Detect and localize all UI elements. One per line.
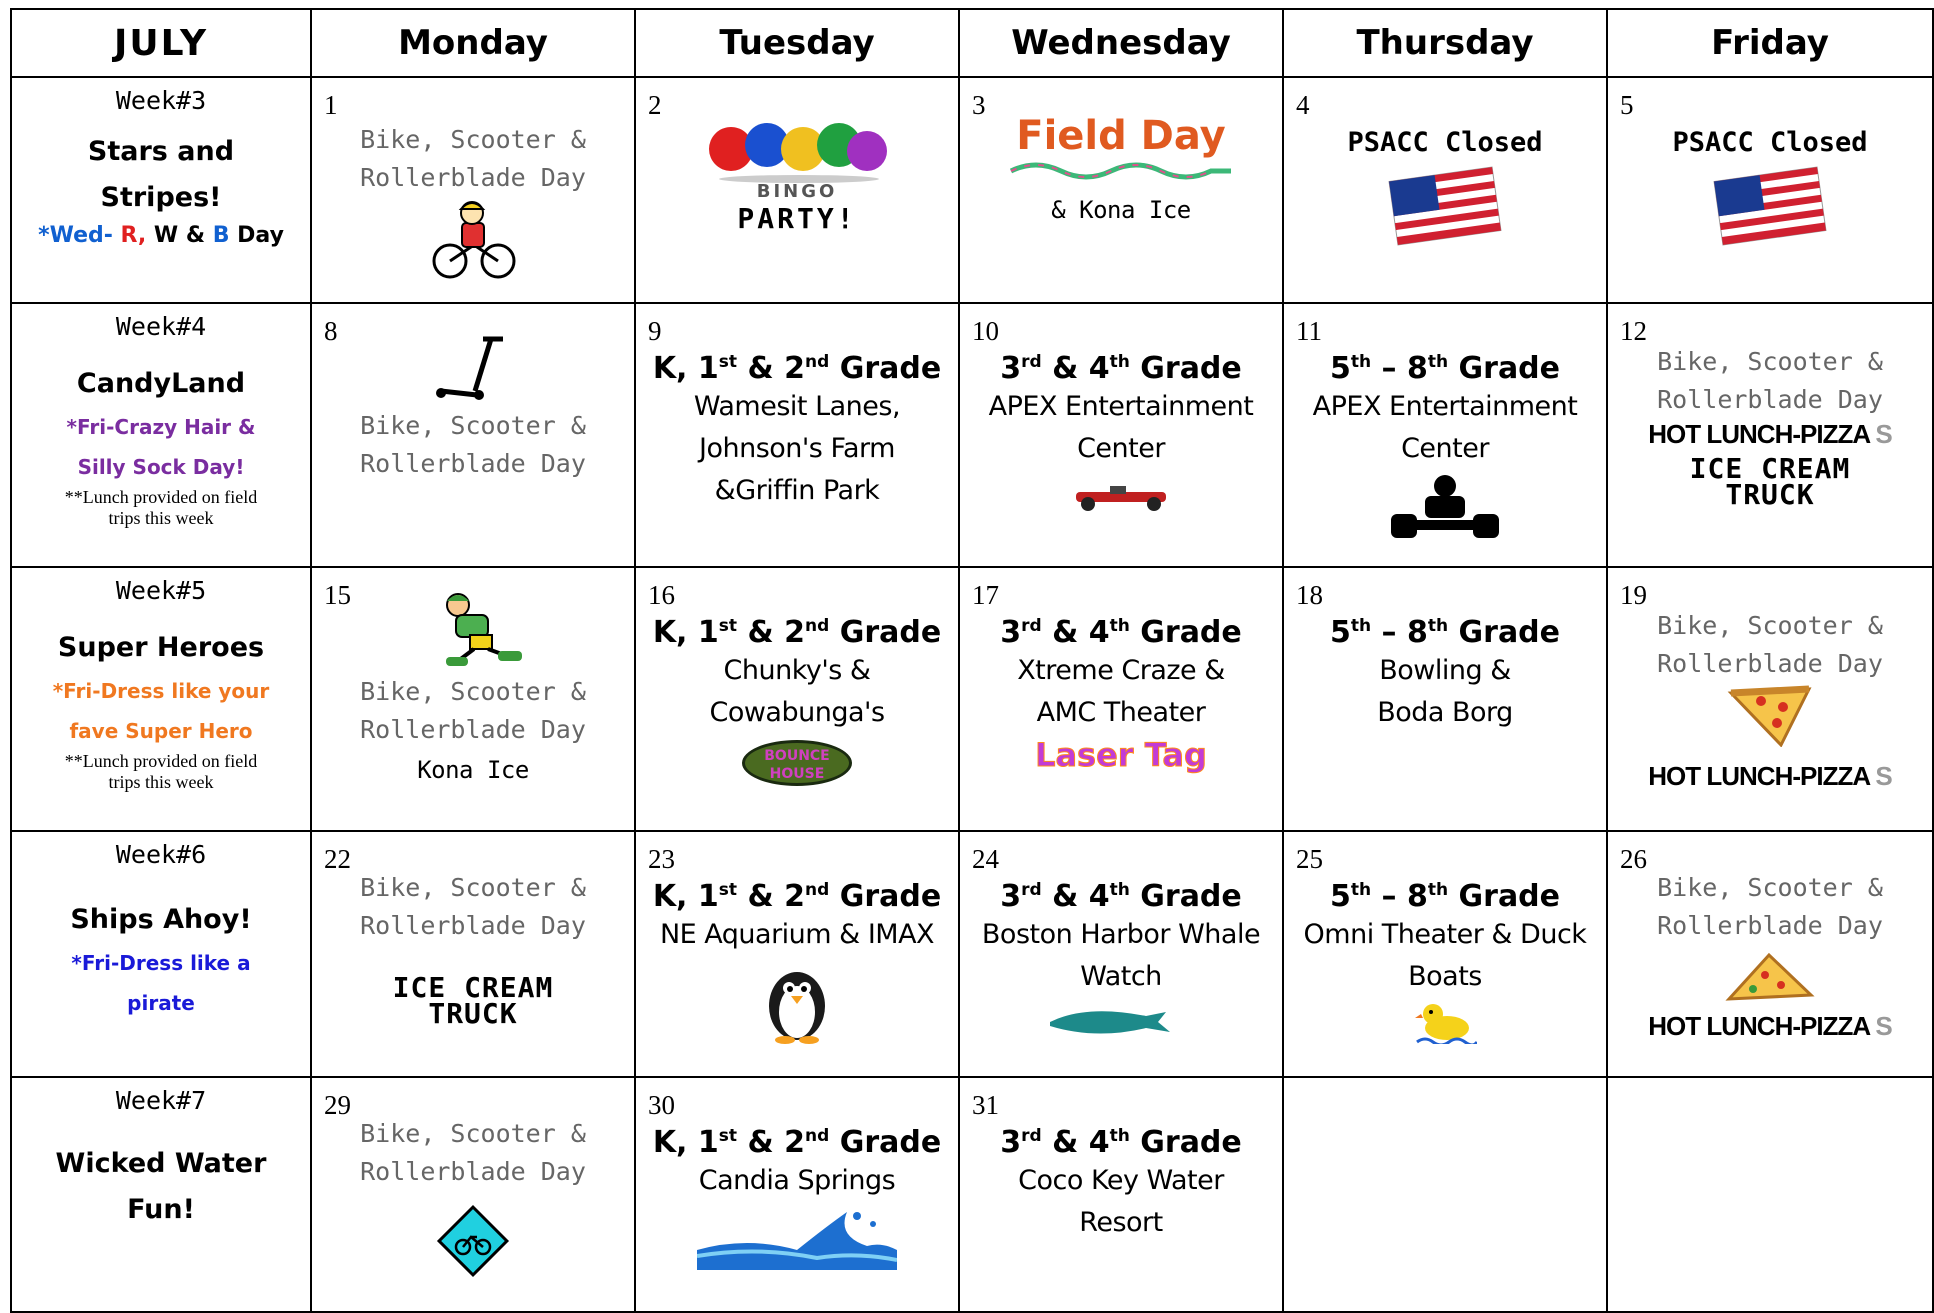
event-text: Bike, Scooter & Rollerblade Day: [360, 1119, 586, 1186]
ice-cream-truck-label: ICE CREAM TRUCK: [1689, 452, 1851, 511]
day-number: 30: [648, 1090, 675, 1120]
closed-label: PSACC Closed: [1672, 127, 1868, 158]
week-note: *Fri-Dress like a pirate: [71, 951, 251, 1015]
day-number: 24: [972, 844, 999, 874]
day-number: 16: [648, 580, 675, 610]
day-number: 15: [324, 580, 351, 610]
event-text: Kona Ice: [417, 756, 529, 784]
week-theme: Wicked Water Fun!: [55, 1148, 267, 1225]
day-number: 8: [324, 316, 338, 346]
trip-location: Boston Harbor Whale Watch: [981, 919, 1261, 992]
bike-kid-icon: [428, 197, 518, 281]
day-number: 19: [1620, 580, 1647, 610]
week-theme: Ships Ahoy!: [70, 904, 252, 935]
closed-label: PSACC Closed: [1347, 127, 1543, 158]
day-number: 23: [648, 844, 675, 874]
hot-lunch-label: HOT LUNCH-PIZZA S: [1648, 761, 1892, 791]
whale-icon: [1046, 1002, 1196, 1042]
trip-location: Omni Theater & Duck Boats: [1303, 919, 1587, 992]
wavy-rope-icon: [1006, 159, 1236, 183]
week-theme: Super Heroes: [57, 632, 265, 663]
day-cell: [635, 77, 959, 303]
week-cell: [11, 303, 311, 567]
bingo-word: BINGO: [756, 181, 838, 202]
week-cell: [11, 77, 311, 303]
day-cell: [959, 77, 1283, 303]
trip-location: Coco Key Water Resort: [1018, 1165, 1224, 1238]
week-cell: [11, 831, 311, 1077]
grade-label: K, 1st & 2nd Grade: [652, 351, 942, 386]
grade-label: 3rd & 4th Grade: [1000, 351, 1242, 386]
flag-icon: [1385, 164, 1505, 248]
day-number: 4: [1296, 90, 1310, 120]
flag-icon: [1710, 164, 1830, 248]
day-cell: [959, 831, 1283, 1077]
day-cell: [1283, 77, 1607, 303]
day-cell: [959, 303, 1283, 567]
scooter-icon: [433, 333, 513, 403]
day-number: 10: [972, 316, 999, 346]
day-cell: [1607, 831, 1933, 1077]
week-cell: [11, 567, 311, 831]
day-number: 25: [1296, 844, 1323, 874]
trip-location: Bowling & Boda Borg: [1377, 655, 1513, 728]
event-text: Bike, Scooter & Rollerblade Day: [1657, 347, 1883, 414]
month-header: JULY: [11, 9, 311, 77]
trip-location: APEX Entertainment Center: [1312, 391, 1578, 464]
week-theme: Stars and Stripes!: [87, 136, 235, 213]
day-cell: [635, 567, 959, 831]
trip-location: Xtreme Craze & AMC Theater: [1017, 655, 1225, 728]
lunch-note: **Lunch provided on field trips this week: [64, 751, 258, 792]
event-text: Bike, Scooter & Rollerblade Day: [360, 873, 586, 940]
trip-location: APEX Entertainment Center: [988, 391, 1254, 464]
day-number: 1: [324, 90, 338, 120]
grade-label: 5th – 8th Grade: [1329, 351, 1561, 386]
event-text: Bike, Scooter & Rollerblade Day: [360, 125, 586, 192]
trip-location: Wamesit Lanes, Johnson's Farm &Griffin Park: [693, 391, 901, 506]
grade-label: 3rd & 4th Grade: [1000, 615, 1242, 650]
go-kart-icon: [1385, 472, 1505, 544]
grade-label: K, 1st & 2nd Grade: [652, 1125, 942, 1160]
grade-label: K, 1st & 2nd Grade: [652, 615, 942, 650]
day-number: 26: [1620, 844, 1647, 874]
day-number: 17: [972, 580, 999, 610]
day-number: 9: [648, 316, 662, 346]
day-cell: [959, 567, 1283, 831]
trip-location: NE Aquarium & IMAX: [659, 919, 935, 950]
grade-label: 5th – 8th Grade: [1329, 879, 1561, 914]
day-number: 3: [972, 90, 986, 120]
day-number: 18: [1296, 580, 1323, 610]
day-header-wednesday: Wednesday: [959, 9, 1283, 77]
day-number: 29: [324, 1090, 351, 1120]
week-label: Week#7: [115, 1086, 207, 1115]
day-cell: [1607, 77, 1933, 303]
day-cell: [311, 303, 635, 567]
week-note: *Wed- R, W & B Day: [38, 223, 284, 248]
pizza-slice-icon: [1725, 951, 1815, 1003]
party-label: PARTY!: [737, 202, 857, 235]
grade-label: K, 1st & 2nd Grade: [652, 879, 942, 914]
day-cell-empty: [1283, 1077, 1607, 1312]
event-text: Bike, Scooter & Rollerblade Day: [360, 411, 586, 478]
bounce-house-badge: BOUNCE HOUSE: [742, 740, 852, 786]
event-text: & Kona Ice: [1051, 196, 1191, 224]
day-number: 12: [1620, 316, 1647, 346]
week-cell: [11, 1077, 311, 1312]
day-header-thursday: Thursday: [1283, 9, 1607, 77]
event-text: Bike, Scooter & Rollerblade Day: [360, 677, 586, 744]
bike-sign-icon: [433, 1201, 513, 1281]
rollerblader-icon: [418, 591, 528, 667]
week-note: *Fri-Dress like your fave Super Hero: [52, 679, 270, 743]
trip-location: Candia Springs: [698, 1165, 896, 1196]
grade-label: 5th – 8th Grade: [1329, 615, 1561, 650]
laser-tag-label: Laser Tag: [1035, 736, 1207, 774]
week-label: Week#6: [115, 840, 207, 869]
day-cell: [311, 567, 635, 831]
day-number: 11: [1296, 316, 1322, 346]
bingo-balls-icon: [707, 117, 887, 183]
day-cell: [959, 1077, 1283, 1312]
hot-lunch-label: HOT LUNCH-PIZZA S: [1648, 1011, 1892, 1041]
ice-cream-truck-label: ICE CREAM TRUCK: [392, 971, 554, 1030]
day-cell: [311, 1077, 635, 1312]
hot-lunch-label: HOT LUNCH-PIZZA S: [1648, 419, 1892, 449]
week-note: *Fri-Crazy Hair & Silly Sock Day!: [66, 415, 256, 479]
wave-icon: [697, 1206, 897, 1270]
day-header-tuesday: Tuesday: [635, 9, 959, 77]
day-number: 2: [648, 90, 662, 120]
week-theme: CandyLand: [76, 368, 246, 399]
day-cell: [635, 303, 959, 567]
grade-label: 3rd & 4th Grade: [1000, 879, 1242, 914]
field-day-title: Field Day: [1016, 113, 1226, 159]
trip-location: Chunky's & Cowabunga's: [709, 655, 885, 728]
day-header-friday: Friday: [1607, 9, 1933, 77]
day-cell: [1607, 303, 1933, 567]
day-number: 22: [324, 844, 351, 874]
penguin-icon: [757, 960, 837, 1044]
calendar-grid: [10, 8, 1934, 1313]
day-cell: [1607, 567, 1933, 831]
day-cell: [635, 1077, 959, 1312]
rubber-duck-icon: [1413, 1000, 1477, 1044]
event-text: Bike, Scooter & Rollerblade Day: [1657, 873, 1883, 940]
day-cell: [1283, 831, 1607, 1077]
day-cell: [635, 831, 959, 1077]
day-number: 5: [1620, 90, 1634, 120]
day-cell: [311, 831, 635, 1077]
lunch-note: **Lunch provided on field trips this week: [64, 487, 258, 528]
day-cell: [1283, 567, 1607, 831]
day-cell: [311, 77, 635, 303]
week-label: Week#5: [115, 576, 207, 605]
day-cell: [1283, 303, 1607, 567]
week-label: Week#3: [115, 86, 207, 115]
week-label: Week#4: [115, 312, 207, 341]
race-car-icon: [1066, 478, 1176, 514]
grade-label: 3rd & 4th Grade: [1000, 1125, 1242, 1160]
day-cell-empty: [1607, 1077, 1933, 1312]
event-text: Bike, Scooter & Rollerblade Day: [1657, 611, 1883, 678]
pizza-slice-icon: [1727, 685, 1813, 747]
day-number: 31: [972, 1090, 999, 1120]
day-header-monday: Monday: [311, 9, 635, 77]
